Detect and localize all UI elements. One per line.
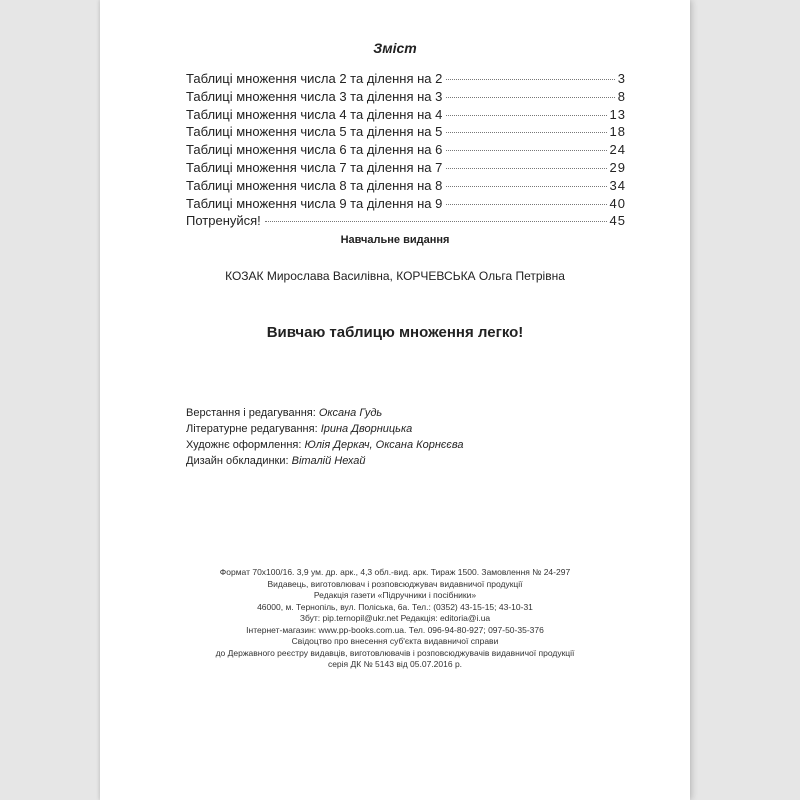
toc-item-page: 40 [609,195,626,211]
toc-item-page: 8 [617,88,626,104]
toc-item [186,195,626,213]
credit-role: Верстання і редагування: [186,407,316,419]
credits [186,405,463,469]
toc-item-page: 13 [609,106,626,122]
imprint-line: 46000, м. Тернопіль, вул. Поліська, 6а. Тел.: (0352) 43-15-15; 43-10-31 [257,601,533,612]
imprint-line: Формат 70х100/16. 3,9 ум. др. арк., 4,3 обл.-вид. арк. Тираж 1500. Замовлення № 24-297 [219,567,571,577]
imprint-line: Збут: pip.ternopil@ukr.net Редакція: editoria@i.ua [299,613,491,623]
imprint-line: Інтернет-магазин: www.pp-books.com.ua. Тел. 096-94-80-927; 097-50-35-376 [246,624,544,635]
imprint-line: Редакція газети «Підручники і посібники» [313,590,477,600]
toc-item-label: Таблиці множення числа 2 та ділення на 2 [186,71,443,86]
toc-leader-dots [446,132,606,133]
toc-leader-dots [446,97,614,98]
credit-role: Художнє оформлення: [186,439,302,451]
toc-item [186,123,626,141]
toc-leader-dots [446,115,606,116]
toc-item-label: Таблиці множення числа 3 та ділення на 3 [186,88,443,104]
imprint-line: Видавець, виготовлювач і розповсюджувач видавничої продукції [267,578,523,589]
toc-item [186,70,626,88]
authors: КОЗАК Мирослава Василівна, КОРЧЕВСЬКА Ольга Петрівна [225,269,565,283]
toc-item-page: 45 [609,213,626,229]
imprint-line: серія ДК № 5143 від 05.07.2016 р. [327,659,463,669]
toc-item-page: 29 [609,159,626,175]
credit-name: Юлія Деркач, Оксана Корнєєва [304,439,464,451]
table-of-contents [186,70,626,230]
toc-item-page: 24 [609,142,626,158]
credit-role: Дизайн обкладинки: [186,455,289,467]
toc-leader-dots [446,168,606,169]
credit-name: Оксана Гудь [318,407,383,419]
toc-item-label: Таблиці множення числа 6 та ділення на 6 [186,142,443,158]
toc-leader-dots [446,79,614,80]
document-page [100,0,690,800]
credit-row [186,437,463,453]
toc-leader-dots [446,204,606,205]
toc-item-label: Таблиці множення числа 4 та ділення на 4 [186,106,443,122]
imprint-line: Свідоцтво про внесення суб'єкта видавничої справи [291,636,499,646]
toc-leader-dots [446,150,606,151]
credit-name: Віталій Нехай [291,455,366,467]
credit-name: Ірина Дворницька [320,423,413,435]
toc-item-label: Таблиці множення числа 7 та ділення на 7 [186,159,443,175]
toc-item [186,212,626,230]
imprint-block [100,567,690,671]
toc-item [186,141,626,159]
toc-item-label: Таблиці множення числа 5 та ділення на 5 [186,124,443,140]
toc-item [186,106,626,124]
credit-row [186,421,463,437]
toc-leader-dots [265,221,607,222]
toc-item-label: Таблиці множення числа 9 та ділення на 9 [186,195,443,211]
credit-row [186,405,463,421]
toc-item-page: 3 [617,71,626,86]
toc-item-page: 34 [609,177,626,193]
toc-item-page: 18 [609,124,626,140]
credit-role: Літературне редагування: [186,423,318,435]
toc-item-label: Таблиці множення числа 8 та ділення на 8 [186,177,443,193]
toc-item [186,177,626,195]
toc-item [186,88,626,106]
edition-label: Навчальне видання [340,234,450,246]
toc-item [186,159,626,177]
toc-leader-dots [446,186,606,187]
book-title: Вивчаю таблицю множення легко! [266,324,524,341]
imprint-line: до Державного реєстру видавців, виготовлювачів і розповсюджувачів видавничої продукції [215,647,575,658]
credit-row [186,453,463,469]
toc-title: Зміст [373,40,417,56]
toc-item-label: Потренуйся! [186,213,261,229]
